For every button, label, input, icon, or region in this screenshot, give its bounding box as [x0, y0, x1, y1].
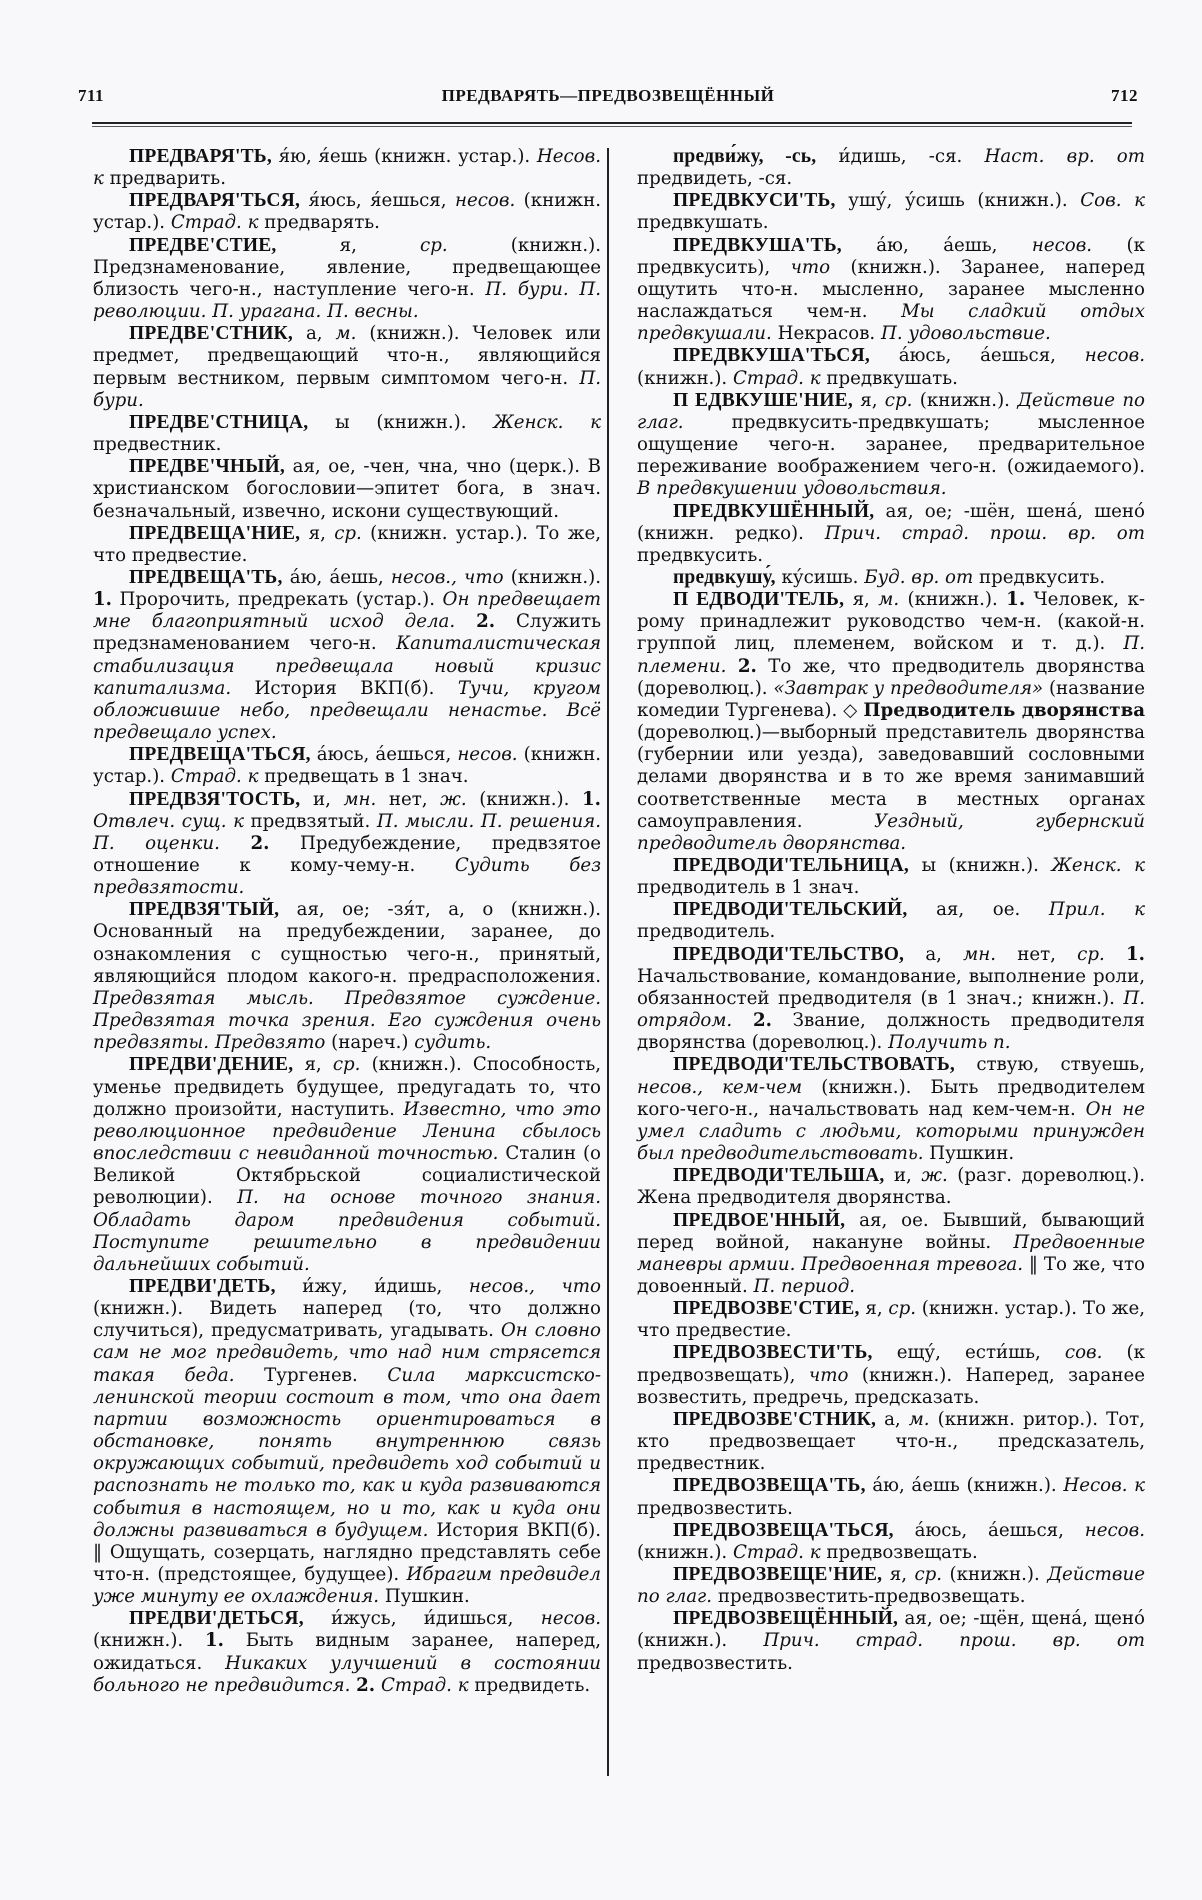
definition-text: а́ю, а́ешь, [841, 234, 1032, 256]
dictionary-entry [93, 1276, 601, 1608]
headword: ПРЕДВОДИ'ТЕЛЬНИЦА, [673, 855, 909, 876]
definition-text [1105, 944, 1126, 965]
italic-text: ср. [888, 1298, 917, 1320]
definition-text: ая, ое; -шён, шена́, шено́ (книжн. редко). [637, 500, 1145, 544]
italic-text: несов., кем-чем [637, 1076, 803, 1098]
headword: ПРЕДВОЗВЕ'СТНИК, [673, 1408, 877, 1430]
headword: ПРЕДВОЕ'ННЫЙ, [673, 1209, 846, 1231]
definition-text: ая, ое. [907, 899, 1049, 921]
italic-text: Страд. к [380, 1674, 469, 1696]
definition-text: предвозвестить. [637, 1652, 793, 1674]
dictionary-entry [637, 1608, 1145, 1674]
italic-text: ср. [914, 1564, 943, 1585]
definition-text: (разг. дореволюц.). Жена предводителя дворянства. [637, 1165, 1146, 1209]
definition-text: (книжн.). Заранее, наперед ощутить что-н. мысленно, заранее мысленно наслаждаться чем-н. [637, 256, 1146, 323]
definition-text [726, 656, 737, 677]
definition-text: (книжн. устар.). [93, 744, 601, 788]
definition-text: (книжн. ритор.). Тот, кто предвозвещает что-н., предсказатель, предвестник. [637, 1408, 1146, 1475]
headword: ПРЕДВЗЯ'ТОСТЬ, [129, 788, 301, 810]
definition-text: предвкушать. [637, 212, 769, 234]
definition-text: Предубеждение, предвзятое отношение к кому-чему-н. [93, 832, 601, 876]
italic-text: несов. [540, 1608, 601, 1630]
headword: ПРЕДВАРЯ'ТЬ, [129, 146, 272, 167]
dictionary-entry [93, 146, 601, 190]
headword: П ЕДВОДИ'ТЕЛЬ, [673, 589, 845, 611]
headword: ПРЕДВОДИ'ТЕЛЬСТВО, [673, 943, 905, 965]
dictionary-entry [93, 523, 601, 567]
definition-text: а́юсь, а́ешься, [310, 744, 458, 766]
definition-text: (дореволюц.)—выборный представитель дворянства (губернии или уезда), заведовавший сословными делами дворянства и в то же время занимавший соответственные места в местных органах самоуправления. [637, 722, 1145, 832]
definition-text: а́юсь, а́ешься, [893, 1519, 1085, 1541]
definition-text: предвидеть. [468, 1674, 591, 1696]
definition-text: Пушкин. [923, 1143, 1015, 1165]
definition-text: и, [884, 1165, 922, 1187]
headword: ПРЕДВЕЩА'НИЕ, [129, 522, 301, 544]
definition-text: (книжн.). Видеть наперед (то, что должно случиться), предусматривать, угадывать. [93, 1298, 601, 1342]
italic-text: ср. [420, 234, 448, 256]
dictionary-entry [637, 1564, 1145, 1608]
definition-text: ствую, ствуешь, [954, 1054, 1145, 1076]
italic-text: несов. [1031, 234, 1093, 256]
headword: предви́жу, -сь, [673, 146, 817, 167]
definition-text: я, [300, 522, 335, 544]
italic-text: ср. [884, 389, 913, 411]
italic-text: Прич. страд. прош. вр. от [824, 522, 1146, 544]
dictionary-entry [637, 1409, 1145, 1475]
definition-text: (книжн.). Способность, уменье предвидеть будущее, предугадать то, что должно произойти, наступить. [93, 1054, 601, 1120]
bold-text: 1. [1006, 589, 1026, 611]
definition-text [732, 1010, 753, 1031]
definition-text: ы (книжн.). [908, 855, 1052, 876]
definition-text: (книжн.). Человек или предмет, предвещающий что-н., являющийся первым вестником, первым симптомом чего-н. [93, 323, 601, 389]
headword: ПРЕДВКУША'ТЬ, [673, 234, 842, 256]
dictionary-entry [93, 789, 601, 900]
page-header [78, 86, 1138, 126]
definition-text: и́дишь, -ся. [816, 146, 985, 167]
headword: ПРЕДВОДИ'ТЕЛЬСТВОВАТЬ, [673, 1054, 955, 1076]
italic-text: Страд. к [170, 212, 259, 234]
definition-text: предвозвестить. [637, 1497, 793, 1519]
italic-text: ср. [332, 1054, 361, 1076]
definition-text: предвкушать. [820, 367, 958, 389]
dictionary-entry [637, 589, 1145, 855]
definition-text: Пророчить, предрекать (устар.). [112, 589, 443, 611]
definition-text: я, [293, 1054, 333, 1076]
bold-text: 2. [250, 832, 270, 854]
column-divider [607, 148, 609, 1776]
definition-text: Некрасов. [771, 323, 881, 345]
italic-text: Он словно сам не мог предвидеть, что над ним стрясется такая беда. [93, 1320, 602, 1386]
italic-text: Предвзятая мысль. Предвзятое суждение. Предвзятая точка зрения. Его суждения очень предвзяты. Предвзято [93, 987, 601, 1054]
italic-text: м. [878, 589, 900, 611]
definition-text: (книжн.). Предзнаменование, явление, предвещающее близость чего-н., наступление чего-н. [93, 234, 601, 300]
headword: ПРЕДВОЗВЕЩЁННЫЙ, [673, 1608, 899, 1630]
definition-text: Тургенев. [234, 1364, 388, 1386]
dictionary-entry [93, 744, 601, 788]
dictionary-entry [637, 1165, 1145, 1209]
dictionary-entry [93, 899, 601, 1054]
italic-text: В предвкушении удовольствия. [637, 478, 947, 500]
definition-text: История ВКП(б). [231, 677, 458, 699]
page-number-right: 712 [1111, 86, 1138, 105]
definition-text: нет, [996, 943, 1078, 965]
definition-text: ая, ое; -зя́т, а, о (книжн.). Основанный на предубеждении, заранее, до ознакомления с сущностью чего-н., принятый, являющийся плодом какого-н. предрасположения. [93, 899, 601, 987]
definition-text: (книжн.). Наперед, заранее возвестить, предречь, предсказать. [637, 1364, 1145, 1408]
bold-text: 2. [356, 1674, 376, 1696]
italic-text: несов. [1084, 1519, 1145, 1541]
italic-text: Действие по глаг. [637, 1564, 1145, 1608]
headword: ПРЕДВОЗВЕСТИ'ТЬ, [673, 1342, 873, 1364]
dictionary-entry [637, 235, 1145, 346]
dictionary-entry [93, 1054, 601, 1276]
definition-text: Звание, должность предводителя дворянства (дореволюц.). [637, 1010, 1145, 1054]
italic-text: несов. [1084, 345, 1145, 367]
dictionary-entry [637, 190, 1145, 234]
definition-text: Быть видным заранее, наперед, ожидаться. [93, 1630, 601, 1674]
italic-text: м. [335, 323, 357, 345]
italic-text: ж. [440, 788, 467, 810]
definition-text: ‖ То же, что довоенный. [637, 1253, 1145, 1297]
definition-text: ая, ое, -чен, чна, чно (церк.). В христианском богословии—эпитет бога, в знач. безначальный, извечно, искони существующий. [93, 456, 601, 522]
running-title: ПРЕДВАРЯТЬ—ПРЕДВОЗВЕЩЁННЫЙ [441, 86, 775, 105]
definition-text: (название комедии Тургенева). ◇ [637, 677, 1146, 721]
definition-text: История ВКП(б). ‖ Ощущать, созерцать, наглядно представлять себе что-н. (предстоящее, будущее). [93, 1519, 601, 1585]
italic-text: Предвоенные маневры армии. Предвоенная тревога. [637, 1231, 1145, 1275]
italic-text: что [790, 256, 831, 278]
italic-text: П. племени. [637, 633, 1145, 677]
definition-text: (книжн. устар.). То же, что предвестие. [637, 1298, 1145, 1342]
italic-text: Уездный, губернский предводитель дворянства. [637, 810, 1145, 854]
italic-text: Прил. к [1048, 899, 1145, 921]
header-rule-thin [92, 126, 1132, 127]
definition-text: (книжн. устар.). [93, 190, 601, 234]
column-left [93, 146, 601, 1697]
italic-text: несов. [454, 190, 516, 212]
definition-text: (нареч.) [325, 1032, 415, 1054]
headword: ПРЕДВЕ'СТНИК, [129, 323, 293, 345]
definition-text: предвозвещать. [820, 1541, 978, 1563]
italic-text: Известно, что это революционное предвидение Ленина сбылось впоследствии с невиданной точностью. [93, 1098, 602, 1165]
headword: ПРЕДВОДИ'ТЕЛЬША, [673, 1165, 885, 1187]
bold-text: 1. [582, 788, 602, 810]
dictionary-entry [93, 1608, 601, 1697]
italic-text: Несов. к [93, 146, 601, 190]
italic-text: несов., что [468, 1275, 601, 1297]
italic-text: судить. [414, 1032, 492, 1054]
definition-text: я, [852, 389, 885, 411]
dictionary-entry [637, 345, 1145, 389]
italic-text: Он не умел сладить с людьми, которыми принужден был предводительствовать. [637, 1098, 1145, 1165]
dictionary-entry [637, 1520, 1145, 1564]
headword: ПРЕДВЕЩА'ТЬ, [129, 566, 283, 588]
italic-text: Отвлеч. сущ. к [93, 810, 244, 832]
italic-text: П. бури. П. революции. П. урагана. П. весны. [93, 278, 601, 323]
definition-text: (книжн.). [637, 367, 733, 389]
dictionary-entry [637, 899, 1145, 943]
headword: ПРЕДВЕ'СТНИЦА, [129, 411, 309, 433]
italic-text: Действие по глаг. [637, 389, 1145, 433]
italic-text: Буд. вр. от [864, 566, 974, 588]
headword: ПРЕДВЗЯ'ТЫЙ, [129, 899, 280, 921]
definition-text: и, [300, 788, 344, 810]
definition-text: (книжн.). Быть предводителем кого-чего-н., начальствовать над кем-чем-н. [637, 1076, 1145, 1120]
definition-text: (книжн.). [637, 1541, 733, 1563]
italic-text: П. период. [753, 1275, 856, 1297]
definition-text: предвкусить-предвкушать; мысленное ощущение чего-н. заранее, предварительное переживание воображением чего-н. (ожидаемого). [637, 411, 1145, 478]
dictionary-entry [93, 567, 601, 744]
italic-text: Женск. к [493, 411, 601, 433]
definition-text: а, [292, 323, 336, 345]
definition-text: (книжн. устар.). То же, что предвестие. [93, 522, 601, 566]
bold-text: Предводитель дворянства [863, 699, 1145, 721]
headword: ПРЕДВОЗВЕЩА'ТЬ, [673, 1475, 866, 1497]
definition-text: (книжн.). [93, 1630, 205, 1652]
headword: ПРЕДВАРЯ'ТЬСЯ, [129, 190, 301, 212]
definition-text [455, 611, 476, 632]
italic-text: П. бури. [93, 367, 601, 411]
italic-text: Страд. к [733, 1541, 821, 1563]
bold-text: 1. [93, 589, 112, 611]
italic-text: ср. [1077, 943, 1105, 965]
definition-text: я, [276, 234, 421, 256]
headword: П ЕДВКУШЕ'НИЕ, [673, 389, 853, 411]
dictionary-entry [93, 412, 601, 456]
definition-text [220, 833, 251, 854]
bold-text: 1. [1126, 943, 1145, 965]
definition-text: а́ю, а́ешь, [282, 566, 391, 588]
dictionary-entry [637, 501, 1145, 567]
definition-text: (книжн.). [899, 589, 1007, 611]
definition-text: (книжн.). [503, 566, 601, 588]
definition-text: а, [904, 943, 964, 965]
headword: ПРЕДВИ'ДЕНИЕ, [129, 1054, 294, 1076]
headword: ПРЕДВОЗВЕЩА'ТЬСЯ, [673, 1519, 894, 1541]
definition-text: предвозвестить-предвозвещать. [712, 1586, 1026, 1608]
bold-text: 2. [476, 611, 496, 633]
header-rule [92, 122, 1132, 124]
dictionary-entry [637, 567, 1145, 589]
italic-text: ср. [334, 522, 362, 544]
dictionary-entry [93, 456, 601, 522]
headword: ПРЕДВОЗВЕ'СТИЕ, [673, 1298, 860, 1320]
italic-text: Сов. к [1080, 190, 1145, 212]
italic-text: Страд. к [170, 766, 259, 788]
definition-text: предводитель в 1 знач. [637, 877, 860, 899]
definition-text: Пушкин. [379, 1586, 470, 1608]
headword: ПРЕДВКУШЁННЫЙ, [673, 500, 875, 522]
italic-text: Страд. к [733, 367, 821, 389]
dictionary-entry [637, 1298, 1145, 1342]
definition-text: ая, ое; -щён, щена́, щено́ (книжн.). [637, 1608, 1145, 1652]
definition-text: предвещать в 1 знач. [258, 766, 469, 788]
definition-text: я́юсь, я́ешься, [300, 190, 455, 212]
page-number-left: 711 [78, 86, 105, 105]
dictionary-entry [93, 190, 601, 234]
column-right [637, 146, 1145, 1675]
italic-text: Судить без предвзятости. [93, 855, 602, 899]
definition-text: и́жусь, и́дишься, [303, 1608, 541, 1630]
italic-text: Несов. к [1063, 1475, 1145, 1497]
italic-text: Он предвещает мне благоприятный исход дела. [93, 589, 601, 633]
dictionary-entry [93, 235, 601, 324]
bold-text: 2. [752, 1010, 772, 1032]
italic-text: м. [908, 1408, 930, 1430]
dictionary-entry [637, 1475, 1145, 1519]
dictionary-entry [93, 323, 601, 412]
headword: ПРЕДВЕ'ЧНЫЙ, [129, 456, 286, 478]
dictionary-entry [637, 855, 1145, 899]
definition-text: предвестник. [93, 434, 222, 456]
definition-text: я, [882, 1564, 915, 1585]
italic-text: сов. [1064, 1342, 1103, 1364]
italic-text: ж. [921, 1165, 948, 1187]
italic-text: Сила марксистско-ленинской теории состоит в том, что она дает партии возможность ориентироваться в обстановке, понять внутреннюю связь окружающих событий, предвидеть ход событий и распознать не только то, как и куда развиваются события в настоящем, но и то, как и куда они должны развиваться в будущем. [93, 1364, 601, 1541]
headword: ПРЕДВОДИ'ТЕЛЬСКИЙ, [673, 899, 908, 921]
headword: ПРЕДВИ'ДЕТЬ, [129, 1275, 276, 1297]
definition-text: предводитель. [637, 921, 776, 943]
definition-text: предвзятый. [243, 810, 377, 832]
dictionary-entry [637, 1054, 1145, 1165]
headword: предвкушу́, [673, 566, 776, 588]
dictionary-entry [637, 1210, 1145, 1299]
definition-text: (к предвкусить), [637, 234, 1145, 278]
definition-text: предвкусить. [973, 566, 1106, 588]
definition-text: (к предвозвещать), [637, 1342, 1145, 1386]
headword: ПРЕДВЕЩА'ТЬСЯ, [129, 744, 311, 766]
definition-text: а́юсь, а́ешься, [869, 345, 1085, 367]
italic-text: П. удовольствие. [881, 323, 1051, 345]
definition-text: (книжн.). [912, 389, 1018, 411]
definition-text: То же, что предводитель дворянства (дореволюц.). [637, 655, 1145, 699]
definition-text: ы (книжн.). [308, 411, 494, 433]
definition-text: я, [859, 1298, 889, 1320]
headword: ПРЕДВЕ'СТИЕ, [129, 234, 277, 256]
definition-text: а́ю, а́ешь (книжн.). [865, 1475, 1064, 1497]
dictionary-entry [637, 146, 1145, 190]
definition-text: ушу́, у́сишь (книжн.). [835, 190, 1081, 212]
italic-text: несов. [457, 744, 518, 766]
definition-text: ещу́, ести́шь, [872, 1342, 1065, 1364]
italic-text: Никаких улучшений в состоянии больного не предвидится. [93, 1652, 601, 1696]
headword: ПРЕДВИ'ДЕТЬСЯ, [129, 1608, 304, 1630]
definition-text: предвкусить. [637, 544, 764, 566]
definition-text: Служить предзнаменованием чего-н. [93, 611, 601, 655]
italic-text: несов., что [390, 566, 504, 588]
definition-text: я́ю, я́ешь (книжн. устар.). [271, 146, 537, 167]
italic-text: Капиталистическая стабилизация предвещала новый кризис капитализма. [93, 633, 601, 699]
italic-text: Прич. страд. прош. вр. от [763, 1630, 1146, 1652]
definition-text: ку́сишь. [775, 566, 865, 588]
italic-text: П. отрядом. [637, 987, 1145, 1032]
definition-text: предварять. [258, 212, 380, 234]
definition-text: а, [876, 1408, 909, 1430]
definition-text: (книжн.). [466, 788, 583, 810]
italic-text: что [808, 1364, 849, 1386]
definition-text: (книжн.). [942, 1564, 1048, 1585]
definition-text: Человек, к-рому принадлежит руководство чем-н. (какой-н. группой лиц, племенем, войском и т. д.). [637, 589, 1145, 655]
definition-text: я, [844, 589, 879, 611]
headword: ПРЕДВОЗВЕЩЕ'НИЕ, [673, 1564, 883, 1585]
italic-text: «Завтрак у предводителя» [773, 677, 1044, 699]
italic-text: мн. [343, 788, 377, 810]
italic-text: Тучи, кругом обложившие небо, предвещали ненастье. Всё предвещало успех. [93, 677, 601, 744]
italic-text: Женск. к [1051, 855, 1145, 876]
dictionary-entry [637, 1342, 1145, 1408]
bold-text: 1. [204, 1630, 224, 1652]
italic-text: мн. [963, 943, 997, 965]
italic-text: Получить п. [888, 1032, 1011, 1054]
headword: ПРЕДВКУСИ'ТЬ, [673, 190, 836, 212]
definition-text: и́жу, и́дишь, [275, 1275, 469, 1297]
definition-text: нет, [376, 788, 441, 810]
italic-text: Наст. вр. от [984, 146, 1146, 167]
definition-text: Сталин (о Великой Октябрьской социалистической революции). [93, 1143, 601, 1209]
definition-text: предварить. [103, 168, 226, 190]
bold-text: 2. [737, 655, 757, 677]
definition-text: предвидеть, -ся. [637, 168, 793, 190]
definition-text: Начальствование, командование, выполнение роли, обязанностей предводителя (в 1 знач.; книжн.). [637, 965, 1145, 1009]
dictionary-entry [637, 944, 1145, 1055]
italic-text: Ибрагим предвидел уже минуту ее охлаждения. [93, 1564, 601, 1608]
italic-text: Мы сладкий отдых предвкушали. [637, 301, 1145, 345]
italic-text: П. мысли. П. решения. П. оценки. [93, 810, 601, 854]
headword: ПРЕДВКУША'ТЬСЯ, [673, 345, 870, 367]
definition-text: ая, ое. Бывший, бывающий перед войной, накануне войны. [637, 1209, 1145, 1253]
dictionary-entry [637, 390, 1145, 501]
italic-text: П. на основе точного знания. Обладать даром предвидения событий. Поступите решительно в предвидении дальнейших событий. [93, 1187, 601, 1275]
